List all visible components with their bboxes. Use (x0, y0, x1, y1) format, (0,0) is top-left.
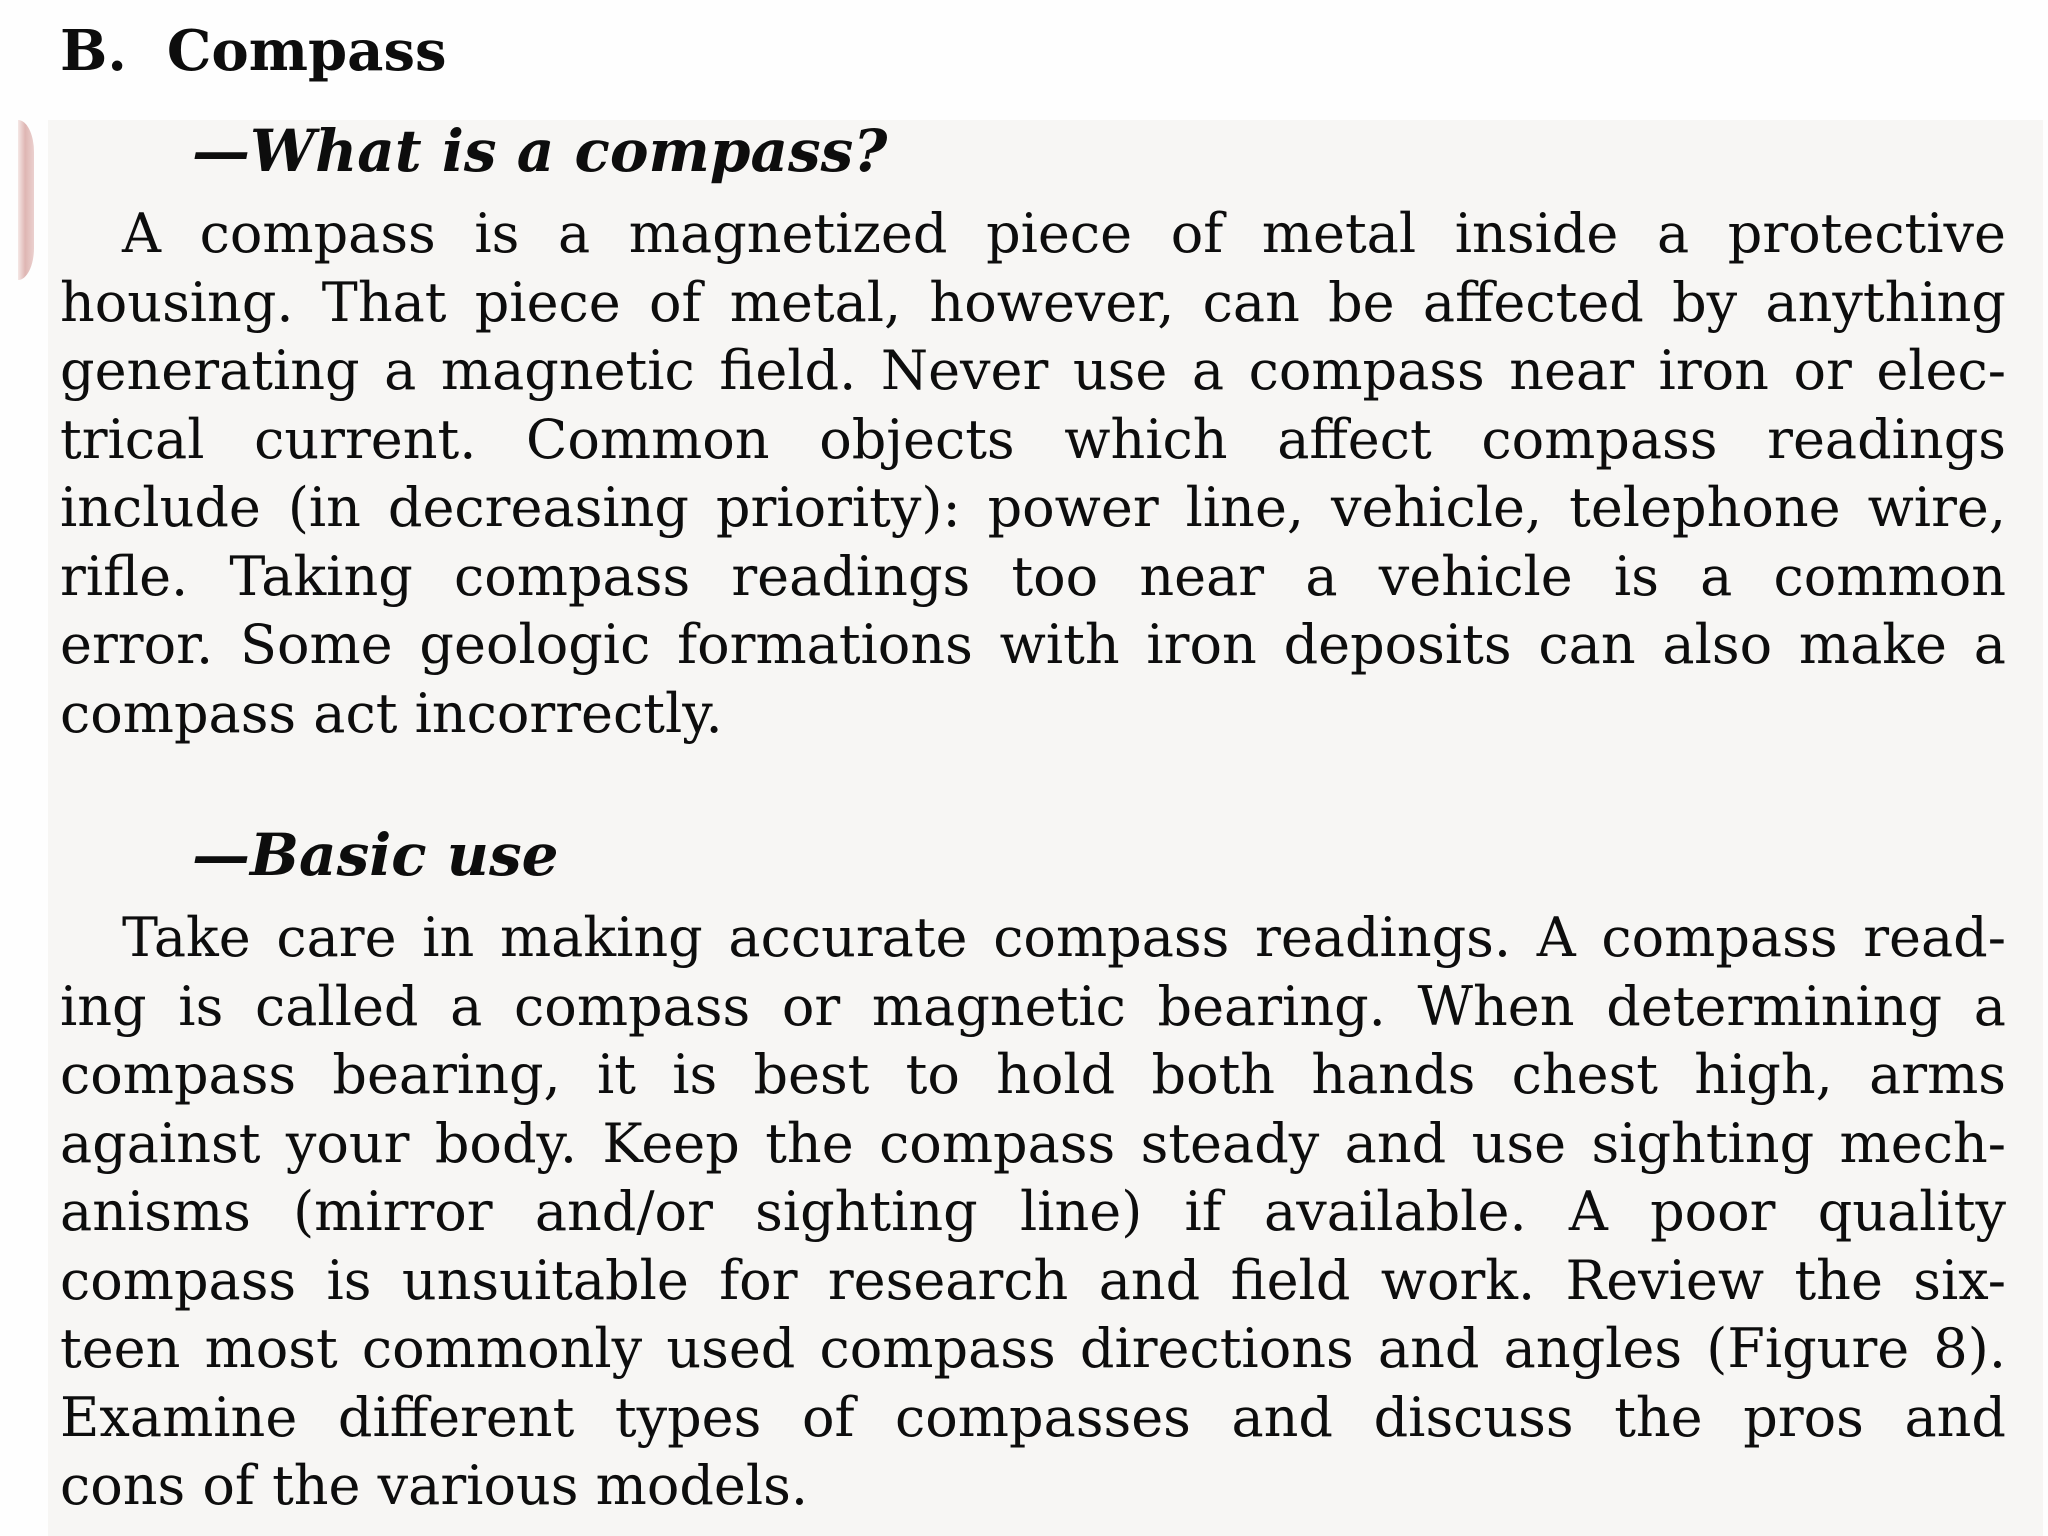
section-letter: B. (60, 18, 127, 84)
paragraph-line: rifle. Taking compass readings too near a vehicle is a common (60, 544, 2006, 608)
paragraph-line: trical current. Common objects which affect compass readings (60, 407, 2006, 471)
paragraph-line: against your body. Keep the compass steady and use sighting mech- (60, 1111, 2006, 1175)
paragraph-line: Take care in making accurate compass readings. A compass read- (122, 906, 2006, 969)
paragraph-line: housing. That piece of metal, however, can be affected by anything (60, 270, 2006, 334)
subheading-basic-use: —Basic use (192, 821, 559, 889)
section-heading (60, 16, 447, 86)
paragraph-what-is-a-compass (60, 200, 2006, 748)
paragraph-line: A compass is a magnetized piece of metal inside a protective (122, 202, 2006, 265)
paragraph-line: compass bearing, it is best to hold both hands chest high, arms (60, 1043, 2006, 1106)
paragraph-line: compass act incorrectly. (60, 681, 723, 745)
paragraph-basic-use (60, 904, 2006, 1521)
paragraph-line: teen most commonly used compass directions and angles (Figure 8). (60, 1317, 2006, 1380)
paragraph-line: include (in decreasing priority): power line, vehicle, telephone wire, (60, 476, 2006, 539)
section-title: Compass (166, 18, 447, 84)
paragraph-line: Examine different types of compasses and discuss the pros and (60, 1385, 2006, 1449)
paragraph-line: generating a magnetic field. Never use a compass near iron or elec- (60, 339, 2006, 402)
subheading-what-is-a-compass: —What is a compass? (192, 117, 888, 185)
paragraph-line: cons of the various models. (60, 1454, 809, 1517)
paragraph-line: error. Some geologic formations with iron deposits can also make a (60, 613, 2006, 676)
scan-edge-mark (18, 120, 34, 280)
paragraph-line: anisms (mirror and/or sighting line) if available. A poor quality (60, 1180, 2006, 1243)
paragraph-line: ing is called a compass or magnetic bearing. When determining a (60, 974, 2006, 1038)
paragraph-line: compass is unsuitable for research and field work. Review the six- (60, 1248, 2006, 1312)
